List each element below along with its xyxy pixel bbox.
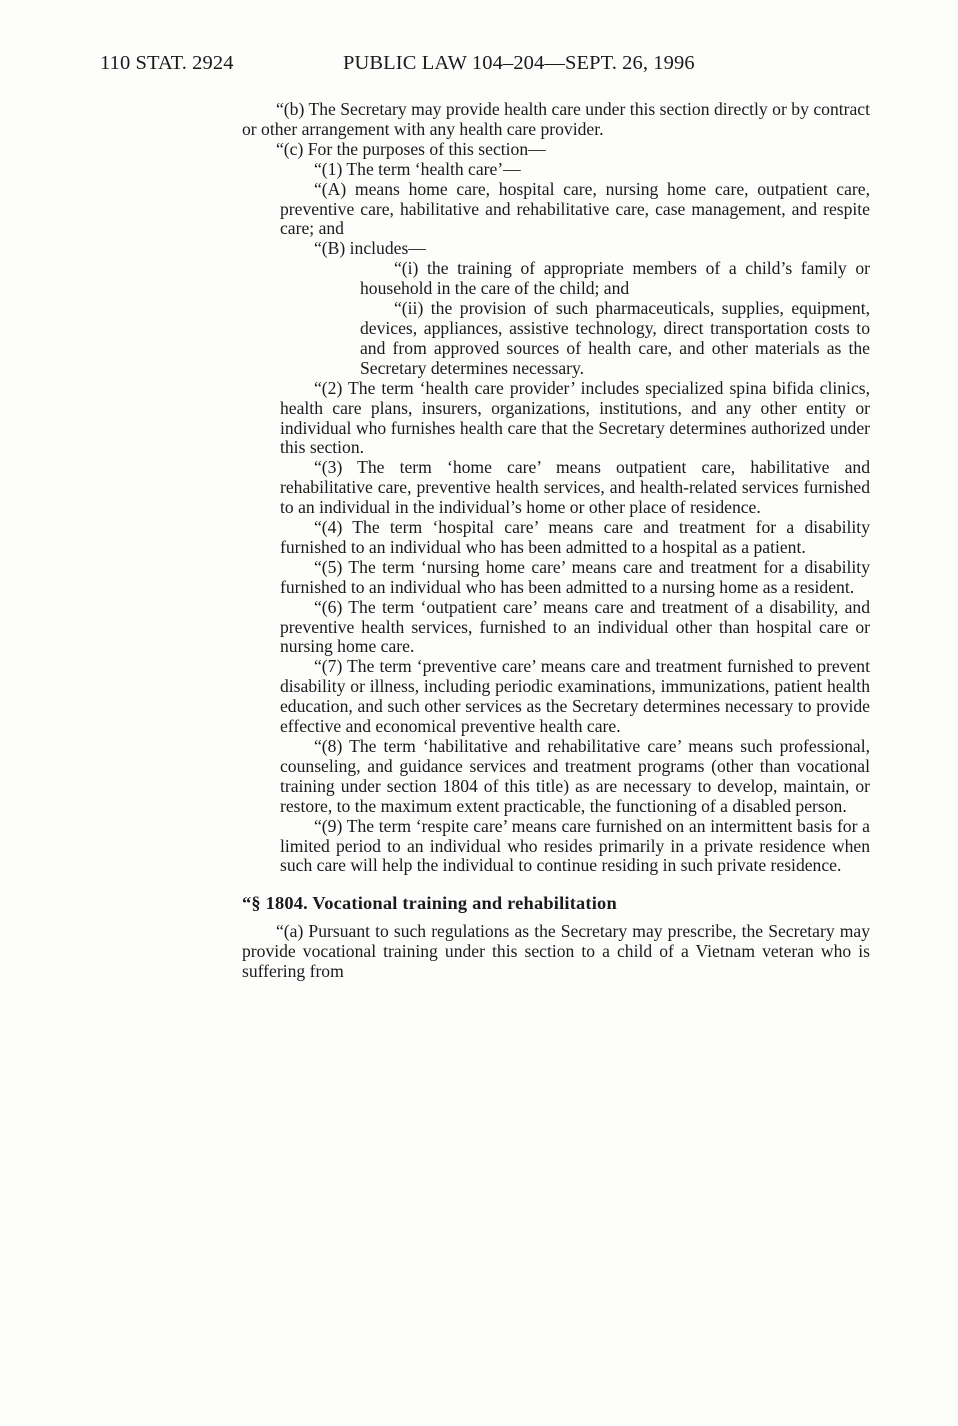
paragraph-b: “(b) The Secretary may provide health care under this section directly or by contract or other arrangement with any health care provider. (242, 99, 870, 139)
document-body (242, 100, 870, 982)
paragraph-c3: “(3) The term ‘home care’ means outpatient care, habilitative and rehabilitative care, preventive health services, and health-related services furnished to an individual in the individual’s home or other place of residence. (280, 457, 870, 518)
paragraph-c7: “(7) The term ‘preventive care’ means care and treatment furnished to prevent disability or illness, including periodic examinations, immunizations, patient health education, and such other services as the Secretary determines necessary to provide effective and economical preventive health care. (280, 656, 870, 737)
paragraph-c2: “(2) The term ‘health care provider’ includes specialized spina bifida clinics, health care plans, insurers, organizations, institutions, and any other entity or individual who furnishes health care that the Secretary determines authorized under this section. (280, 377, 870, 458)
paragraph-c1-B-ii: “(ii) the provision of such pharmaceuticals, supplies, equipment, devices, appliances, assistive technology, direct transportation costs to and from approved sources of health care, and other materials as the Secretary determines necessary. (360, 298, 870, 378)
paragraph-c1-A: “(A) means home care, hospital care, nursing home care, outpatient care, preventive care, habilitative and rehabilitative care, case management, and respite care; and (280, 178, 870, 239)
section-1804-heading: “§ 1804. Vocational training and rehabilitation (242, 893, 617, 914)
statute-page-number: 110 STAT. 2924 (100, 52, 234, 74)
paragraph-c6: “(6) The term ‘outpatient care’ means care and treatment of a disability, and preventive health services, furnished to an individual other than hospital care or nursing home care. (280, 596, 870, 657)
paragraph-c1: “(1) The term ‘health care’— (314, 158, 521, 179)
paragraph-c: “(c) For the purposes of this section— (276, 138, 546, 159)
public-law-title: PUBLIC LAW 104–204—SEPT. 26, 1996 (343, 52, 695, 74)
paragraph-c1-B-i: “(i) the training of appropriate members of a child’s family or household in the care of the child; and (360, 258, 870, 299)
paragraph-c9: “(9) The term ‘respite care’ means care furnished on an intermittent basis for a limited period to an individual who resides primarily in a private residence when such care will help the individual to continue residing in such private residence. (280, 815, 870, 876)
paragraph-c1-B: “(B) includes— (314, 238, 426, 259)
paragraph-c5: “(5) The term ‘nursing home care’ means care and treatment for a disability furnished to an individual who has been admitted to a nursing home as a resident. (280, 556, 870, 597)
page-header (0, 52, 958, 80)
section-1804-paragraph-a: “(a) Pursuant to such regulations as the Secretary may prescribe, the Secretary may provide vocational training under this section to a child of a Vietnam veteran who is suffering from (242, 921, 870, 982)
paragraph-c4: “(4) The term ‘hospital care’ means care and treatment for a disability furnished to an individual who has been admitted to a hospital as a patient. (280, 517, 870, 557)
paragraph-c8: “(8) The term ‘habilitative and rehabilitative care’ means such professional, counseling, and guidance services and treatment programs (other than vocational training under section 1804 of this title) as are necessary to develop, maintain, or restore, to the maximum extent practicable, the functioning of a disabled person. (280, 736, 870, 816)
